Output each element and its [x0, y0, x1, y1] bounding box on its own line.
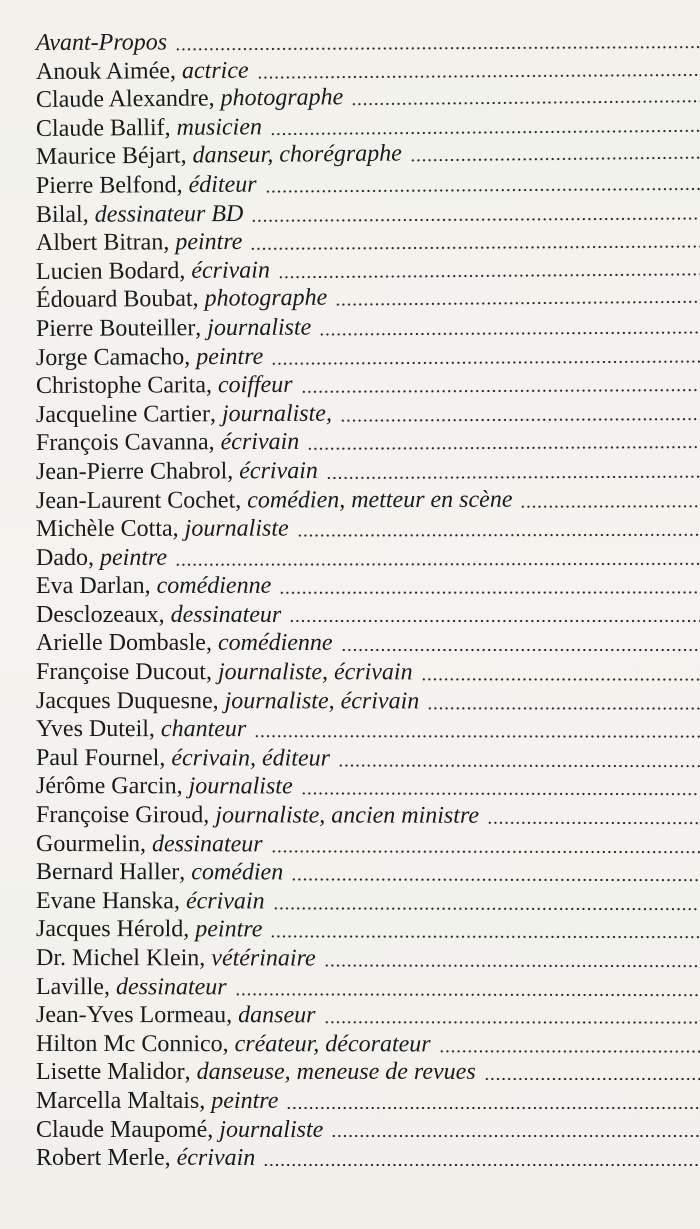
- entry-role: danseur, chorégraphe: [192, 140, 403, 169]
- entry-role: journaliste: [219, 1116, 324, 1143]
- dot-leader: [338, 763, 700, 768]
- dot-leader: [427, 706, 700, 710]
- toc-entry: Yves Duteil , chanteur: [36, 716, 700, 745]
- dot-leader: [319, 330, 700, 336]
- dot-leader: [235, 992, 700, 997]
- dot-leader: [307, 445, 700, 451]
- entry-role: écrivain: [191, 257, 271, 284]
- entry-role: dessinateur: [115, 973, 227, 1000]
- entry-name: Hilton Mc Connico: [35, 1030, 223, 1057]
- toc-entry: Pierre Bouteiller , journaliste: [36, 312, 700, 344]
- entry-name: Paul Fournel: [35, 744, 160, 772]
- entry-role: peintre: [175, 229, 243, 256]
- entry-name: Claude Alexandre: [35, 85, 209, 114]
- entry-name: Albert Bitran: [35, 229, 164, 257]
- entry-role: journaliste, écrivain: [224, 687, 420, 714]
- entry-role: journaliste: [184, 515, 289, 542]
- dot-leader: [421, 677, 700, 681]
- entry-name: Jérôme Garcin: [35, 773, 177, 800]
- toc-entry: Claude Ballif , musicien: [36, 110, 700, 144]
- toc-entry: Bernard Haller , comédien: [36, 859, 700, 889]
- dot-leader: [326, 474, 700, 480]
- entry-role: écrivain: [185, 888, 265, 915]
- dot-leader: [254, 734, 700, 738]
- dot-leader: [439, 1049, 700, 1053]
- dot-leader: [324, 963, 700, 968]
- entry-role: journaliste: [188, 773, 293, 800]
- entry-name: Bilal: [35, 201, 83, 228]
- dot-leader: [291, 877, 700, 882]
- entry-name: Jacques Duquesne: [35, 687, 213, 714]
- entry-name: Desclozeaux: [36, 601, 159, 628]
- entry-name: Jean-Laurent Cochet: [35, 486, 236, 514]
- dot-leader: [324, 1020, 700, 1024]
- toc-heading: Avant-Propos: [35, 29, 168, 56]
- toc-entry: Jean-Pierre Chabrol , écrivain: [36, 456, 700, 487]
- dot-leader: [265, 186, 700, 193]
- entry-role: comédienne: [156, 573, 272, 600]
- entry-role: éditeur: [188, 171, 257, 199]
- toc-entry: François Cavanna , écrivain: [36, 427, 700, 459]
- entry-role: écrivain, éditeur: [171, 745, 330, 772]
- entry-role: chanteur: [160, 716, 247, 743]
- entry-name: François Cavanna: [35, 429, 209, 457]
- entry-role: peintre: [211, 1087, 279, 1114]
- entry-role: danseur: [238, 1002, 316, 1029]
- dot-leader: [279, 590, 700, 594]
- toc-entry: Christophe Carita , coiffeur: [36, 370, 700, 402]
- entry-role: vétérinaire: [211, 945, 316, 972]
- dot-leader: [297, 532, 700, 537]
- toc-entry: Lucien Bodard , écrivain: [36, 254, 700, 288]
- entry-role: journaliste,: [221, 400, 332, 427]
- toc-entry: Édouard Boubat , photographe: [36, 282, 700, 316]
- dot-leader: [520, 503, 700, 508]
- toc-entry: Bilal , dessinateur BD: [36, 198, 700, 230]
- toc-entry: Dr. Michel Klein , vétérinaire: [36, 945, 700, 975]
- dot-leader: [301, 388, 700, 394]
- entry-name: Gourmelin: [35, 830, 141, 857]
- entry-role: écrivain: [239, 457, 318, 485]
- dot-leader: [251, 215, 700, 222]
- entry-role: comédien, metteur en scène: [247, 486, 513, 513]
- dot-leader: [341, 648, 700, 652]
- entry-role: dessinateur: [170, 601, 282, 628]
- dot-leader: [257, 72, 700, 79]
- entry-role: journaliste: [207, 314, 312, 342]
- entry-role: musicien: [176, 114, 263, 141]
- entry-name: Claude Ballif: [35, 114, 165, 142]
- toc-entry: Dado , peintre: [36, 543, 700, 573]
- dot-leader: [273, 906, 700, 911]
- entry-role: journaliste, écrivain: [217, 659, 413, 686]
- entry-name: Maurice Béjart: [35, 142, 181, 171]
- entry-role: peintre: [99, 544, 168, 571]
- dot-leader: [271, 849, 700, 854]
- entry-name: Jacqueline Cartier: [35, 400, 210, 428]
- entry-role: écrivain: [220, 429, 300, 456]
- dot-leader: [351, 98, 700, 106]
- entry-name: Laville: [35, 973, 104, 1000]
- dot-leader: [250, 244, 700, 251]
- entry-role: actrice: [181, 57, 249, 84]
- toc-entry: Pierre Belfond , éditeur: [36, 169, 700, 202]
- toc-entry: Anouk Aimée , actrice: [36, 54, 700, 87]
- dot-leader: [335, 299, 700, 306]
- entry-name: Françoise Giroud: [35, 802, 204, 829]
- dot-leader: [301, 791, 700, 796]
- entry-name: Yves Duteil: [35, 716, 149, 743]
- toc-heading-row: [36, 27, 700, 59]
- dot-leader: [270, 128, 700, 136]
- entry-role: écrivain: [176, 1145, 256, 1172]
- entry-role: créateur, décorateur: [234, 1030, 431, 1058]
- entry-name: Arielle Dombasle: [36, 630, 206, 657]
- entry-role: journaliste, ancien ministre: [215, 802, 480, 829]
- table-of-contents: [36, 30, 700, 1174]
- toc-entry: Maurice Béjart , danseur, chorégraphe: [36, 137, 700, 173]
- entry-role: dessinateur BD: [94, 200, 244, 228]
- entry-role: danseuse, meneuse de revues: [196, 1059, 476, 1086]
- toc-entry: Evane Hanska , écrivain: [36, 888, 700, 918]
- toc-entry: Paul Fournel , écrivain, éditeur: [36, 745, 700, 775]
- entry-name: Claude Maupomé: [36, 1116, 208, 1143]
- entry-name: Pierre Bouteiller: [35, 315, 196, 342]
- toc-entry: Albert Bitran , peintre: [36, 226, 700, 258]
- dot-leader: [175, 44, 700, 51]
- toc-entry: Arielle Dombasle , comédienne: [36, 630, 700, 659]
- entry-name: Lisette Malidor: [36, 1059, 185, 1086]
- toc-entry: Françoise Giroud , journaliste, ancien ministre: [36, 802, 700, 832]
- entry-name: Lucien Bodard: [35, 257, 180, 285]
- entry-name: Jacques Hérold: [35, 916, 184, 943]
- entry-name: Eva Darlan: [35, 573, 145, 600]
- toc-entry: Jean-Laurent Cochet , comédien, metteur en scène: [36, 486, 700, 516]
- entry-name: Jorge Camacho: [35, 343, 185, 371]
- toc-entry: Jérôme Garcin , journaliste: [36, 773, 700, 803]
- toc-entry: Laville , dessinateur: [36, 974, 700, 1004]
- dot-leader: [263, 1163, 700, 1167]
- dot-leader: [175, 561, 700, 566]
- entry-name: Anouk Aimée: [35, 57, 171, 85]
- toc-entry: Jacques Hérold , peintre: [36, 916, 700, 946]
- entry-name: Robert Merle: [36, 1145, 165, 1172]
- entry-role: dessinateur: [151, 830, 263, 858]
- entry-name: Pierre Belfond: [35, 172, 177, 199]
- dot-leader: [286, 1106, 700, 1110]
- dot-leader: [410, 155, 700, 162]
- dot-leader: [271, 358, 700, 365]
- dot-leader: [331, 1134, 700, 1138]
- entry-name: Marcella Maltais: [36, 1087, 200, 1114]
- dot-leader: [270, 934, 700, 939]
- toc-entry: Claude Maupomé , journaliste: [36, 1117, 700, 1146]
- entry-name: Michèle Cotta: [35, 515, 173, 543]
- entry-role: peintre: [195, 916, 263, 943]
- toc-entry: Jean-Yves Lormeau , danseur: [36, 1002, 700, 1031]
- toc-entry: Eva Darlan , comédienne: [36, 573, 700, 602]
- entry-role: comédienne: [217, 630, 333, 657]
- entry-name: Evane Hanska: [35, 887, 174, 915]
- entry-name: Bernard Haller: [35, 859, 180, 886]
- toc-entry: Gourmelin , dessinateur: [36, 831, 700, 861]
- toc-entry: Marcella Maltais , peintre: [36, 1088, 700, 1117]
- toc-entry: Jacqueline Cartier , journaliste,: [36, 399, 700, 431]
- dot-leader: [289, 619, 700, 623]
- toc-entry: Claude Alexandre , photographe: [36, 81, 700, 116]
- entry-name: Jean-Yves Lormeau: [35, 1002, 227, 1029]
- toc-entry: Robert Merle , écrivain: [36, 1145, 700, 1174]
- entry-name: Dado: [35, 544, 89, 571]
- toc-entry: Desclozeaux , dessinateur: [36, 602, 700, 631]
- entry-role: peintre: [196, 343, 264, 370]
- toc-entry: Lisette Malidor , danseuse, meneuse de revues: [36, 1059, 700, 1088]
- entry-name: Christophe Carita: [35, 372, 207, 400]
- dot-leader: [340, 416, 700, 422]
- entry-role: photographe: [204, 285, 328, 313]
- entry-role: coiffeur: [217, 372, 293, 399]
- entry-name: Édouard Boubat: [35, 286, 193, 314]
- toc-entry: Jorge Camacho , peintre: [36, 341, 700, 373]
- toc-entry: Françoise Ducout , journaliste, écrivain: [36, 659, 700, 688]
- toc-entry: Michèle Cotta , journaliste: [36, 515, 700, 545]
- entry-name: Dr. Michel Klein: [35, 945, 200, 972]
- dot-leader: [278, 271, 700, 278]
- dot-leader: [484, 1077, 700, 1081]
- entry-role: comédien: [191, 859, 284, 886]
- toc-entry: Jacques Duquesne , journaliste, écrivain: [36, 688, 700, 717]
- dot-leader: [487, 820, 700, 824]
- entry-name: Jean-Pierre Chabrol: [35, 458, 228, 485]
- entry-name: Françoise Ducout: [35, 659, 206, 686]
- toc-entry: Hilton Mc Connico , créateur, décorateur: [36, 1031, 700, 1060]
- entry-role: photographe: [220, 84, 344, 112]
